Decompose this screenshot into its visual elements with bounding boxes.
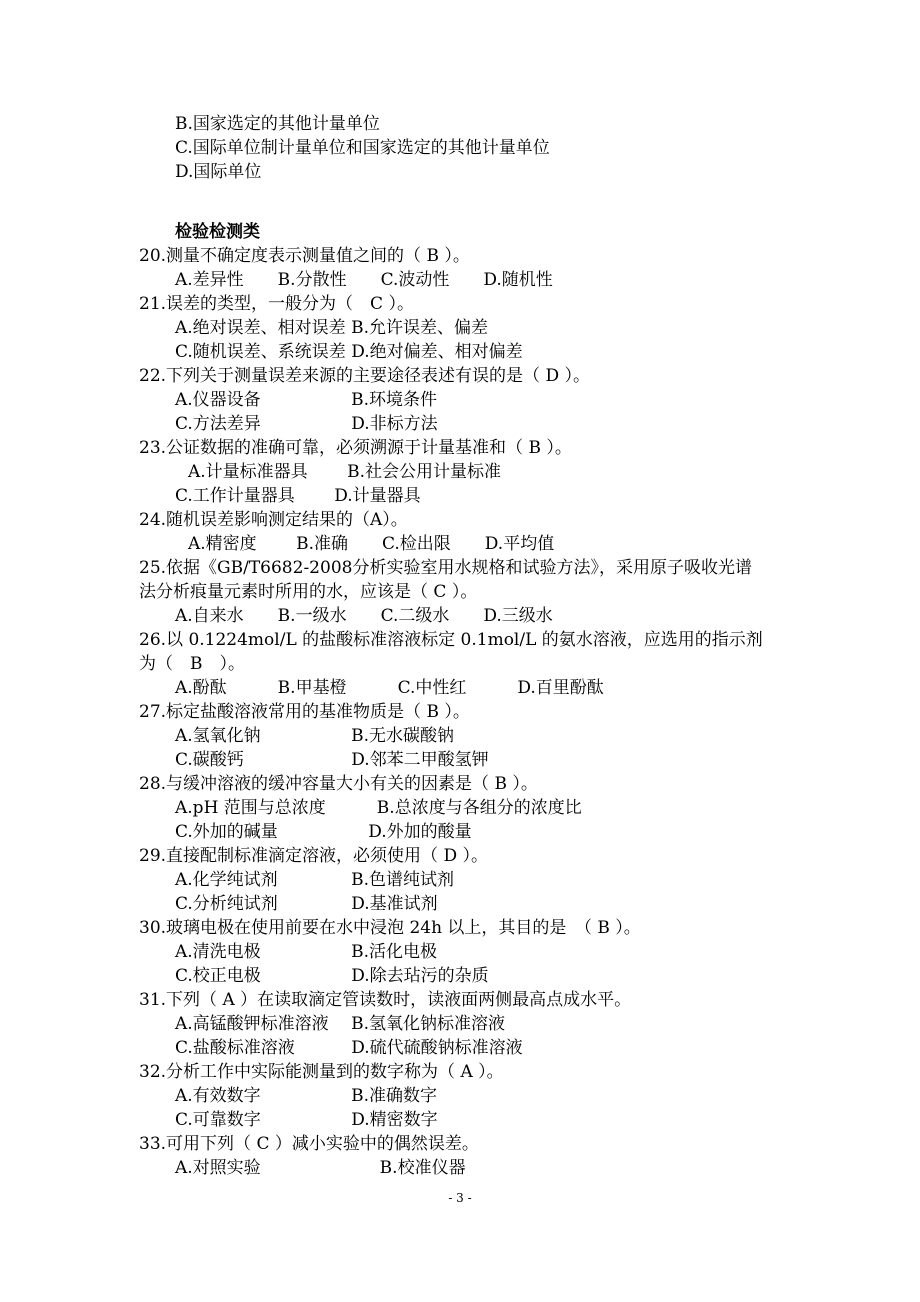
option-line: A.化学纯试剂 B.色谱纯试剂 — [175, 870, 454, 890]
option-line: A.自来水 B.一级水 C.二级水 D.三级水 — [175, 606, 553, 626]
option-line: C.工作计量器具 D.计量器具 — [175, 486, 421, 506]
question-line: 21.误差的类型，一般分为（ C ）。 — [139, 294, 414, 314]
option-line: A.计量标准器具 B.社会公用计量标准 — [188, 462, 501, 482]
page-number: - 3 - — [448, 1191, 472, 1205]
option-line: A.pH 范围与总浓度 B.总浓度与各组分的浓度比 — [175, 798, 582, 818]
option-line: B.国家选定的其他计量单位 — [175, 114, 380, 134]
option-line: C.分析纯试剂 D.基准试剂 — [175, 894, 438, 914]
question-line: 28.与缓冲溶液的缓冲容量大小有关的因素是（ B ）。 — [139, 774, 538, 794]
option-line: C.校正电极 D.除去玷污的杂质 — [175, 966, 489, 986]
option-line: C.外加的碱量 D.外加的酸量 — [175, 822, 472, 842]
option-line: C.碳酸钙 D.邻苯二甲酸氢钾 — [175, 750, 489, 770]
option-line: A.绝对误差、相对误差 B.允许误差、偏差 — [175, 318, 488, 338]
option-line: C.方法差异 D.非标方法 — [175, 414, 438, 434]
question-line: 23.公证数据的准确可靠，必须溯源于计量基准和（ B ）。 — [139, 438, 572, 458]
option-line: A.仪器设备 B.环境条件 — [175, 390, 437, 410]
option-line: C.国际单位制计量单位和国家选定的其他计量单位 — [175, 138, 550, 158]
question-line: 31.下列（ A ）在读取滴定管读数时，读液面两侧最高点成水平。 — [139, 990, 632, 1010]
question-line: 24.随机误差影响测定结果的（A）。 — [139, 510, 408, 530]
question-line: 30.玻璃电极在使用前要在水中浸泡 24h 以上，其目的是 （ B ）。 — [139, 918, 641, 938]
question-line: 为（ B ）。 — [139, 654, 245, 674]
option-line: C.可靠数字 D.精密数字 — [175, 1110, 438, 1130]
question-line: 29.直接配制标准滴定溶液，必须使用（ D ）。 — [139, 846, 488, 866]
option-line: A.氢氧化钠 B.无水碳酸钠 — [175, 726, 454, 746]
question-line: 26.以 0.1224mol/L 的盐酸标准溶液标定 0.1mol/L 的氨水溶液，应选用的指示剂 — [139, 630, 763, 650]
question-line: 法分析痕量元素时所用的水，应该是（ C ）。 — [139, 582, 478, 602]
option-line: C.随机误差、系统误差 D.绝对偏差、相对偏差 — [175, 342, 523, 362]
option-line: A.精密度 B.准确 C.检出限 D.平均值 — [188, 534, 555, 554]
question-line: 27.标定盐酸溶液常用的基准物质是（ B ）。 — [139, 702, 470, 722]
option-line: A.有效数字 B.准确数字 — [175, 1086, 437, 1106]
question-line: 25.依据《GB/T6682-2008分析实验室用水规格和试验方法》，采用原子吸收光谱 — [139, 558, 752, 578]
option-line: D.国际单位 — [175, 162, 262, 182]
option-line: A.对照实验 B.校准仪器 — [175, 1158, 466, 1178]
option-line: A.清洗电极 B.活化电极 — [175, 942, 437, 962]
section-title: 检验检测类 — [175, 222, 260, 242]
option-line: A.高锰酸钾标准溶液 B.氢氧化钠标准溶液 — [175, 1014, 505, 1034]
option-line: A.酚酞 B.甲基橙 C.中性红 D.百里酚酞 — [175, 678, 604, 698]
option-line: C.盐酸标准溶液 D.硫代硫酸钠标准溶液 — [175, 1038, 523, 1058]
option-line: A.差异性 B.分散性 C.波动性 D.随机性 — [175, 270, 553, 290]
question-line: 20.测量不确定度表示测量值之间的（ B ）。 — [139, 246, 470, 266]
question-line: 22.下列关于测量误差来源的主要途径表述有误的是（ D ）。 — [139, 366, 590, 386]
question-line: 33.可用下列（ C ）减小实验中的偶然误差。 — [139, 1134, 479, 1154]
question-line: 32.分析工作中实际能测量到的数字称为（ A ）。 — [139, 1062, 504, 1082]
